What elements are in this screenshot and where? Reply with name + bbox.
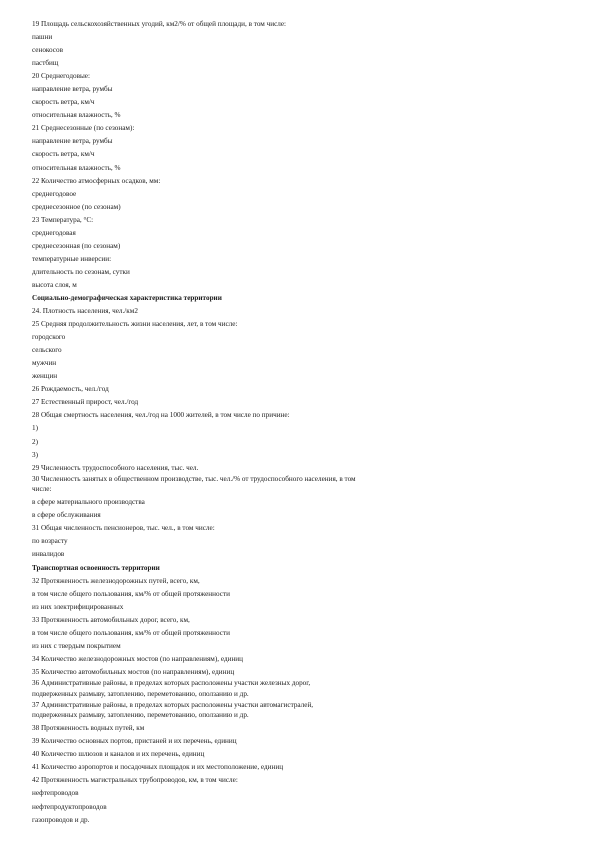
text-line: газопроводов и др. bbox=[32, 815, 90, 824]
text-line: направление ветра, румбы bbox=[32, 85, 113, 94]
text-line: среднегодовое bbox=[32, 189, 77, 198]
text-line: 26 Рождаемость, чел./год bbox=[32, 385, 109, 394]
text-line: нефтепроводов bbox=[32, 789, 79, 798]
text-line: сенокосов bbox=[32, 46, 63, 55]
text-line: 40 Количество шлюзов и каналов и их перечень, единиц bbox=[32, 750, 205, 759]
text-line: мужчин bbox=[32, 359, 57, 368]
text-line: в том числе общего пользования, км/% от общей протяженности bbox=[32, 628, 230, 637]
text-line: в сфере материального производства bbox=[32, 498, 145, 507]
text-line: 27 Естественный прирост, чел./год bbox=[32, 398, 139, 407]
text-line: из них электрифицированных bbox=[32, 602, 124, 611]
text-line: 35 Количество автомобильных мостов (по направлениям), единиц bbox=[32, 667, 235, 676]
section-heading: Транспортная освоенность территории bbox=[32, 563, 160, 572]
text-line: 41 Количество аэропортов и посадочных площадок и их местоположение, единиц bbox=[32, 763, 284, 772]
text-line: 3) bbox=[32, 450, 38, 459]
text-line: инвалидов bbox=[32, 550, 65, 559]
text-line: 19 Площадь сельскохозяйственных угодий, км2/% от общей площади, в том числе: bbox=[32, 20, 287, 28]
text-line: 32 Протяженность железнодорожных путей, всего, км, bbox=[32, 576, 200, 585]
text-line: 39 Количество основных портов, пристаней и их перечень, единиц bbox=[32, 737, 237, 746]
section-heading: Социально-демографическая характеристика территории bbox=[32, 293, 222, 302]
text-line: 34 Количество железнодорожных мостов (по направлениям), единиц bbox=[32, 654, 243, 663]
text-line: в сфере обслуживания bbox=[32, 511, 101, 520]
text-line: относительная влажность, % bbox=[32, 163, 121, 172]
document-text bbox=[32, 18, 567, 827]
text-line: 25 Средняя продолжительность жизни населения, лет, в том числе: bbox=[32, 320, 238, 329]
text-line: 21 Среднесезонные (по сезонам): bbox=[32, 124, 135, 133]
text-line: 23 Температура, °С: bbox=[32, 215, 94, 224]
text-line: городского bbox=[32, 333, 66, 342]
text-line: 36 Административные районы, в пределах которых расположены участки железных дорог, bbox=[32, 678, 311, 687]
text-line: по возрасту bbox=[32, 537, 68, 546]
text-line: относительная влажность, % bbox=[32, 111, 121, 120]
text-line: сельского bbox=[32, 346, 62, 355]
text-line: женщин bbox=[32, 372, 58, 381]
text-line: скорость ветра, км/ч bbox=[32, 98, 95, 107]
text-line: 28 Общая смертность населения, чел./год на 1000 жителей, в том числе по причине: bbox=[32, 411, 290, 420]
text-line: высота слоя, м bbox=[32, 280, 77, 289]
text-line: температурные инверсии: bbox=[32, 254, 112, 263]
text-line: 29 Численность трудоспособного населения, тыс. чел. bbox=[32, 463, 199, 472]
text-line: 22 Количество атмосферных осадков, мм: bbox=[32, 176, 161, 185]
text-line: 24. Плотность населения, чел./км2 bbox=[32, 307, 138, 316]
text-line: пашни bbox=[32, 33, 53, 42]
text-line: 1) bbox=[32, 424, 38, 433]
text-line: пастбищ bbox=[32, 59, 59, 68]
text-line: 38 Протяженность водных путей, км bbox=[32, 724, 145, 733]
text-line: в том числе общего пользования, км/% от общей протяженности bbox=[32, 589, 230, 598]
text-line: длительность по сезонам, сутки bbox=[32, 267, 130, 276]
text-line: среднесезонная (по сезонам) bbox=[32, 241, 121, 250]
text-line: направление ветра, румбы bbox=[32, 137, 113, 146]
text-line: 33 Протяженность автомобильных дорог, всего, км, bbox=[32, 615, 190, 624]
text-line: среднегодовая bbox=[32, 228, 76, 237]
text-line: 2) bbox=[32, 437, 38, 446]
text-line: подверженных размыву, затоплению, переметованию, оползанию и др. bbox=[32, 689, 249, 698]
text-line: 30 Численность занятых в общественном производстве, тыс. чел./% от трудоспособного населения, в том bbox=[32, 474, 356, 483]
text-line: числе: bbox=[32, 485, 52, 494]
text-line: скорость ветра, км/ч bbox=[32, 150, 95, 159]
text-line: 20 Среднегодовые: bbox=[32, 72, 90, 81]
text-line: из них с твердым покрытием bbox=[32, 641, 121, 650]
text-line: нефтепродуктопроводов bbox=[32, 802, 107, 811]
text-line: 31 Общая численность пенсионеров, тыс. чел., в том числе: bbox=[32, 524, 215, 533]
text-line: 37 Административные районы, в пределах которых расположены участки автомагистралей, bbox=[32, 700, 314, 709]
text-line: 42 Протяженность магистральных трубопроводов, км, в том числе: bbox=[32, 776, 238, 785]
text-line: подверженных размыву, затоплению, переметованию, оползанию и др. bbox=[32, 711, 249, 720]
text-line: среднесезонное (по сезонам) bbox=[32, 202, 121, 211]
